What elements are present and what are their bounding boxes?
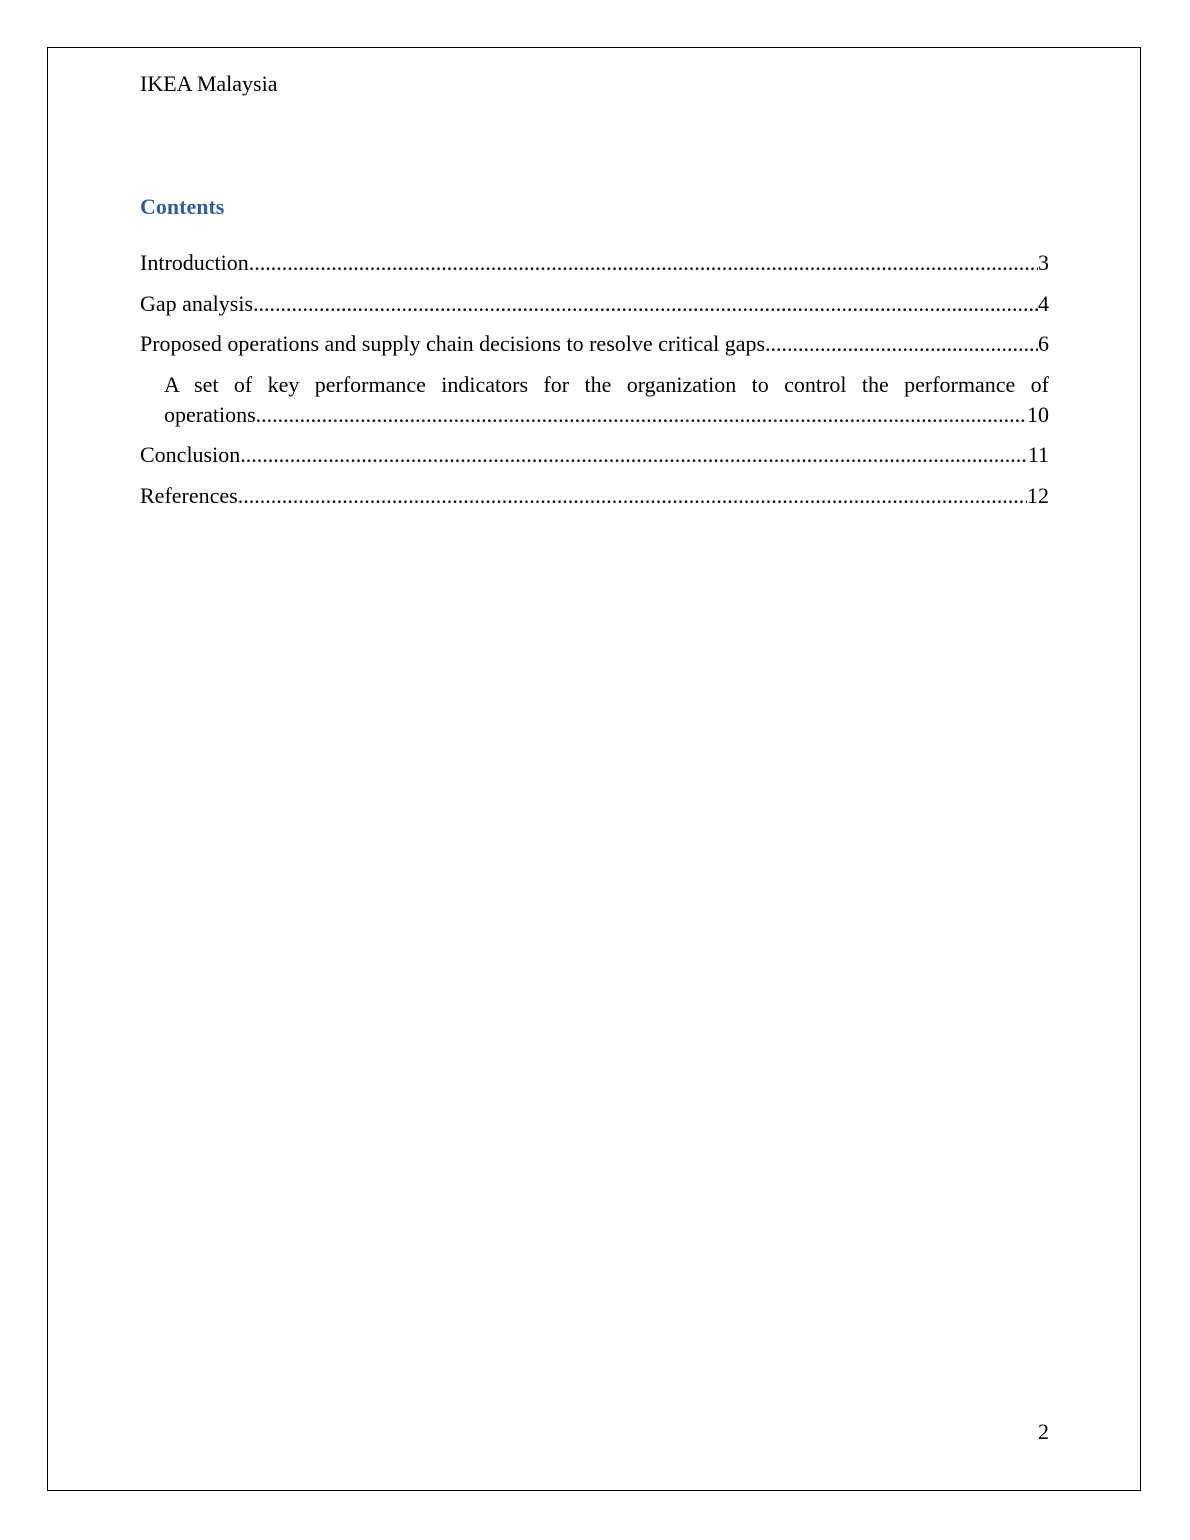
toc-entry-label: References bbox=[140, 482, 238, 508]
toc-leader-dots bbox=[253, 289, 1038, 319]
page-number: 2 bbox=[1038, 1419, 1049, 1444]
toc-entry-line2 bbox=[164, 400, 1049, 430]
toc-leader-dots bbox=[238, 481, 1027, 511]
toc-entry-page: 3 bbox=[1038, 250, 1049, 275]
toc-entry-introduction[interactable] bbox=[140, 248, 1049, 278]
toc-entry-label-line1: A set of key performance indicators for the organization to control the performance of bbox=[164, 371, 1049, 397]
toc-entry-label: Conclusion bbox=[140, 442, 241, 467]
toc-entry-label: Gap analysis bbox=[140, 290, 254, 316]
toc-entry-label: Proposed operations and supply chain decisions to resolve critical gaps bbox=[140, 331, 766, 356]
toc-entry-page: 4 bbox=[1038, 290, 1049, 316]
toc-heading: Contents bbox=[140, 194, 225, 219]
toc-leader-dots bbox=[240, 440, 1028, 470]
table-of-contents bbox=[140, 248, 1049, 521]
toc-entry-references[interactable] bbox=[140, 481, 1049, 511]
toc-entry-page: 11 bbox=[1027, 442, 1049, 467]
toc-entry-conclusion[interactable] bbox=[140, 440, 1049, 470]
toc-entry-kpis[interactable] bbox=[140, 370, 1049, 430]
toc-entry-page: 12 bbox=[1027, 482, 1049, 508]
toc-leader-dots bbox=[256, 400, 1027, 430]
toc-entry-proposed-operations[interactable] bbox=[140, 329, 1049, 359]
toc-entry-gap-analysis[interactable] bbox=[140, 289, 1049, 319]
toc-entry-page: 10 bbox=[1027, 401, 1049, 427]
toc-entry-page: 6 bbox=[1038, 331, 1049, 356]
toc-entry-label-line2: operations bbox=[164, 401, 256, 427]
toc-leader-dots bbox=[765, 329, 1038, 359]
document-header: IKEA Malaysia bbox=[140, 71, 278, 96]
toc-entry-label: Introduction bbox=[140, 250, 249, 275]
toc-leader-dots bbox=[249, 248, 1038, 278]
